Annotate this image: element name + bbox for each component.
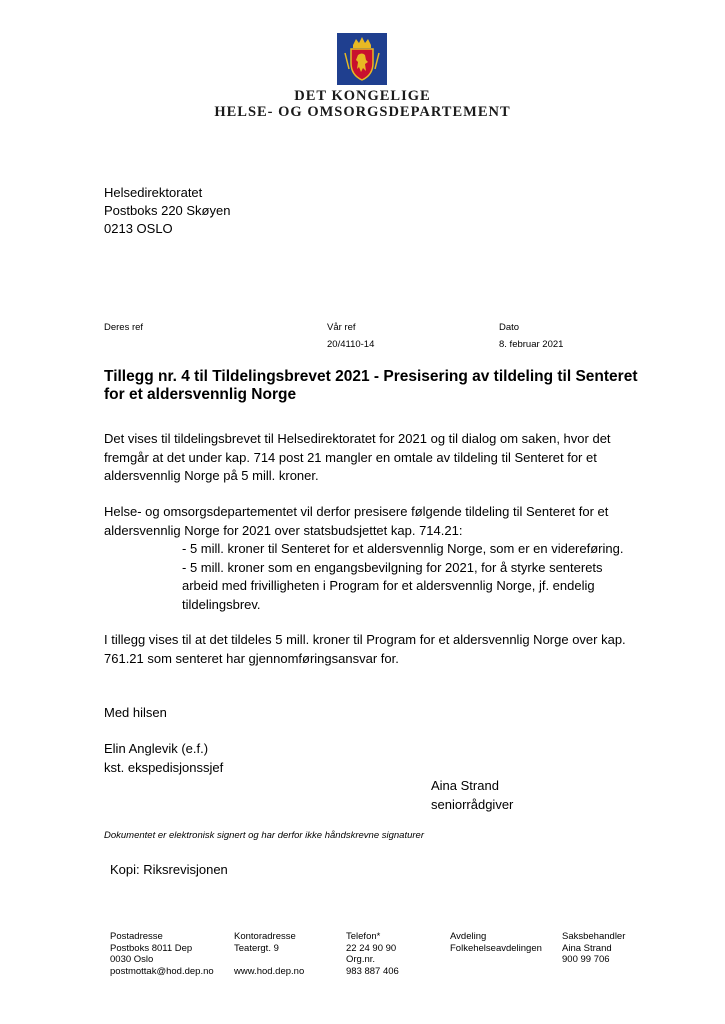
- list-item: - 5 mill. kroner til Senteret for et aldersvennlig Norge, som er en videreføring.: [182, 541, 624, 556]
- signer-1-title: kst. ekspedisjonssjef: [104, 759, 224, 775]
- footer-value: 0030 Oslo: [110, 954, 154, 966]
- footer-value: 900 99 706: [562, 954, 610, 966]
- list-item: arbeid med frivilligheten i Program for et aldersvennlig Norge, jf. endelig: [182, 578, 595, 593]
- signature-disclaimer: Dokumentet er elektronisk signert og har derfor ikke håndskrevne signaturer: [104, 830, 424, 841]
- footer-label: Org.nr.: [346, 954, 376, 966]
- footer-avdeling: [450, 931, 542, 954]
- footer-postadresse: [110, 931, 214, 977]
- footer-saksbehandler: [562, 931, 625, 966]
- signer-1-name: Elin Anglevik (e.f.): [104, 741, 209, 756]
- paragraph-2: [104, 503, 664, 614]
- paragraph-line: aldersvennlig Norge på 5 mill. kroner.: [104, 468, 319, 483]
- signer-1: [104, 740, 664, 777]
- closing-greeting: Med hilsen: [104, 705, 167, 720]
- recipient-line: 0213 OSLO: [104, 221, 173, 236]
- signer-2-title: seniorrådgiver: [431, 796, 514, 812]
- recipient-address: [104, 184, 230, 238]
- paragraph-line: Helse- og omsorgsdepartementet vil derfor presisere følgende tildeling til Senteret for et: [104, 504, 609, 519]
- footer-website: www.hod.dep.no: [234, 965, 305, 977]
- paragraph-line: 761.21 som senteret har gjennomføringsansvar for.: [104, 650, 399, 666]
- footer-value: Aina Strand: [562, 942, 612, 954]
- footer-label: Avdeling: [450, 931, 487, 942]
- dato-value: 8. februar 2021: [499, 339, 564, 350]
- footer-kontoradresse: [234, 931, 304, 977]
- footer-value: 22 24 90 90: [346, 942, 397, 954]
- footer-email: postmottak@hod.dep.no: [110, 965, 214, 977]
- paragraph-1: [104, 430, 664, 486]
- var-ref: [327, 319, 374, 353]
- list-item: tildelingsbrev.: [182, 596, 261, 612]
- letter-title-line: Tillegg nr. 4 til Tildelingsbrevet 2021 - Presisering av tildeling til Senteret: [104, 368, 638, 385]
- letter-title-line: for et aldersvennlig Norge: [104, 386, 297, 403]
- paragraph-line: aldersvennlig Norge for 2021 over statsbudsjettet kap. 714.21:: [104, 522, 463, 538]
- footer-value: Teatergt. 9: [234, 942, 279, 954]
- footer-label: Saksbehandler: [562, 931, 626, 942]
- dato: [499, 319, 563, 353]
- list-item: - 5 mill. kroner som en engangsbevilgning for 2021, for å styrke senterets: [182, 559, 603, 575]
- letterhead-line2: HELSE- OG OMSORGSDEPARTEMENT: [214, 104, 511, 120]
- var-ref-label: Vår ref: [327, 322, 356, 333]
- government-emblem-logo: [337, 33, 387, 85]
- signer-2: [431, 777, 671, 814]
- footer-value: 983 887 406: [346, 965, 399, 977]
- footer-value: Folkehelseavdelingen: [450, 942, 542, 954]
- recipient-line: Helsedirektoratet: [104, 185, 203, 200]
- footer-label: Kontoradresse: [234, 931, 296, 942]
- footer-telefon: [346, 931, 399, 977]
- paragraph-line: fremgår at det under kap. 714 post 21 mangler en omtale av tildeling til Senteret for et: [104, 449, 597, 465]
- footer-value: Postboks 8011 Dep: [110, 942, 193, 954]
- dato-label: Dato: [499, 322, 520, 333]
- footer-label: Telefon*: [346, 931, 381, 942]
- letterhead-line1: DET KONGELIGE: [294, 88, 431, 104]
- footer-value: [234, 954, 304, 966]
- letter-title: [104, 368, 664, 404]
- deres-ref: [104, 319, 143, 336]
- copy-recipient: Kopi: Riksrevisjonen: [110, 862, 228, 877]
- paragraph-line: Det vises til tildelingsbrevet til Helsedirektoratet for 2021 og til dialog om saken, hvor det: [104, 431, 611, 446]
- recipient-line: Postboks 220 Skøyen: [104, 203, 231, 218]
- paragraph-line: I tillegg vises til at det tildeles 5 mill. kroner til Program for et aldersvennlig Norge over kap.: [104, 632, 626, 647]
- var-ref-value: 20/4110-14: [327, 339, 375, 350]
- paragraph-3: [104, 631, 664, 668]
- deres-ref-label: Deres ref: [104, 322, 144, 333]
- footer-label: Postadresse: [110, 931, 163, 942]
- signer-2-name: Aina Strand: [431, 778, 499, 793]
